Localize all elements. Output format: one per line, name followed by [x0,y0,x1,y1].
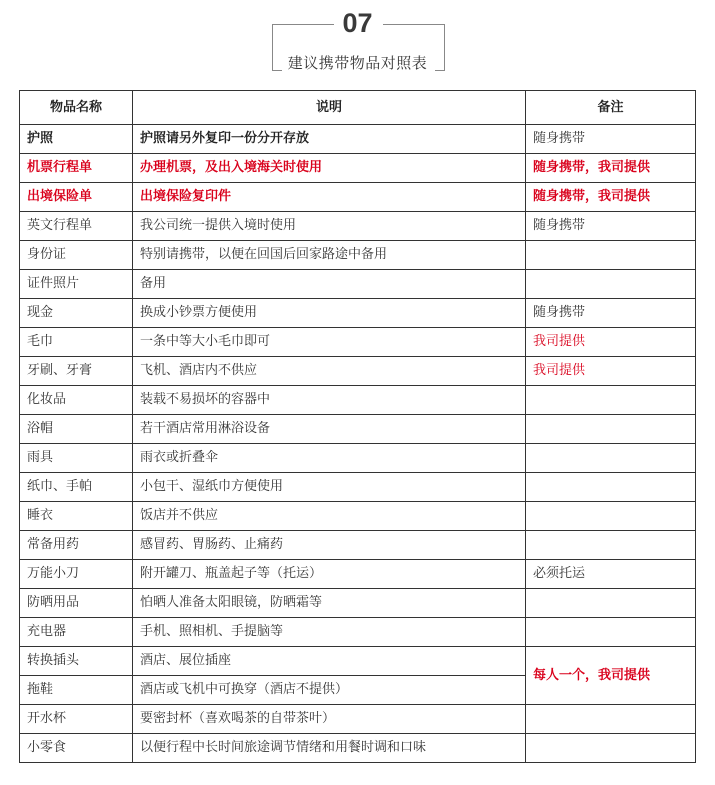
desc-cell: 护照请另外复印一份分开存放 [133,125,526,154]
desc-cell: 办理机票，及出入境海关时使用 [133,154,526,183]
table-row [20,502,696,531]
note-cell [526,241,696,270]
table-row [20,705,696,734]
table-row [20,444,696,473]
desc-cell: 特别请携带，以便在回国后回家路途中备用 [133,241,526,270]
header-note: 备注 [526,91,696,125]
section-number: 07 [342,8,373,38]
note-cell [526,386,696,415]
item-cell: 常备用药 [20,531,133,560]
section-heading [270,8,445,70]
item-cell: 现金 [20,299,133,328]
table-row [20,357,696,386]
desc-cell: 飞机、酒店内不供应 [133,357,526,386]
table-row [20,618,696,647]
item-cell: 睡衣 [20,502,133,531]
desc-cell: 出境保险复印件 [133,183,526,212]
item-cell: 开水杯 [20,705,133,734]
table-row [20,415,696,444]
desc-cell: 备用 [133,270,526,299]
table-row [20,647,696,676]
desc-cell: 感冒药、胃肠药、止痛药 [133,531,526,560]
table-row [20,241,696,270]
item-cell: 充电器 [20,618,133,647]
note-cell: 必须托运 [526,560,696,589]
note-cell: 随身携带 [526,125,696,154]
section-title: 建议携带物品对照表 [287,54,428,72]
note-cell [526,589,696,618]
item-cell: 拖鞋 [20,676,133,705]
item-cell: 纸巾、手帕 [20,473,133,502]
table-row [20,560,696,589]
desc-cell: 装载不易损坏的容器中 [133,386,526,415]
item-cell: 出境保险单 [20,183,133,212]
desc-cell: 我公司统一提供入境时使用 [133,212,526,241]
note-cell [526,618,696,647]
desc-cell: 手机、照相机、手提脑等 [133,618,526,647]
item-cell: 身份证 [20,241,133,270]
item-cell: 浴帽 [20,415,133,444]
items-table [19,90,696,763]
table-row [20,270,696,299]
desc-cell: 小包干、湿纸巾方便使用 [133,473,526,502]
table-row [20,734,696,763]
table-row [20,386,696,415]
table-row [20,183,696,212]
item-cell: 雨具 [20,444,133,473]
desc-cell: 怕晒人准备太阳眼镜，防晒霜等 [133,589,526,618]
table-row [20,531,696,560]
item-cell: 英文行程单 [20,212,133,241]
note-cell-merged: 每人一个，我司提供 [526,647,696,705]
header-item: 物品名称 [20,91,133,125]
item-cell: 护照 [20,125,133,154]
table-row [20,212,696,241]
item-cell: 转换插头 [20,647,133,676]
item-cell: 机票行程单 [20,154,133,183]
desc-cell: 附开罐刀、瓶盖起子等（托运） [133,560,526,589]
note-cell [526,270,696,299]
table-row [20,154,696,183]
item-cell: 万能小刀 [20,560,133,589]
note-cell: 随身携带，我司提供 [526,154,696,183]
item-cell: 小零食 [20,734,133,763]
note-cell [526,734,696,763]
item-cell: 化妆品 [20,386,133,415]
item-cell: 牙刷、牙膏 [20,357,133,386]
desc-cell: 酒店或飞机中可换穿（酒店不提供） [133,676,526,705]
item-cell: 毛巾 [20,328,133,357]
note-cell [526,473,696,502]
desc-cell: 以便行程中长时间旅途调节情绪和用餐时调和口味 [133,734,526,763]
note-cell [526,444,696,473]
desc-cell: 要密封杯（喜欢喝茶的自带茶叶） [133,705,526,734]
note-cell: 随身携带，我司提供 [526,183,696,212]
table-row [20,328,696,357]
table-row [20,299,696,328]
desc-cell: 若干酒店常用淋浴设备 [133,415,526,444]
note-cell [526,415,696,444]
note-cell: 我司提供 [526,328,696,357]
note-cell: 随身携带 [526,299,696,328]
header-desc: 说明 [133,91,526,125]
desc-cell: 一条中等大小毛巾即可 [133,328,526,357]
table-row [20,473,696,502]
item-cell: 防晒用品 [20,589,133,618]
note-cell: 随身携带 [526,212,696,241]
note-cell [526,502,696,531]
note-cell [526,531,696,560]
table-row [20,125,696,154]
desc-cell: 酒店、展位插座 [133,647,526,676]
note-cell [526,705,696,734]
table-row [20,589,696,618]
note-cell: 我司提供 [526,357,696,386]
table-header-row [20,91,696,125]
desc-cell: 雨衣或折叠伞 [133,444,526,473]
item-cell: 证件照片 [20,270,133,299]
desc-cell: 饭店并不供应 [133,502,526,531]
desc-cell: 换成小钞票方便使用 [133,299,526,328]
